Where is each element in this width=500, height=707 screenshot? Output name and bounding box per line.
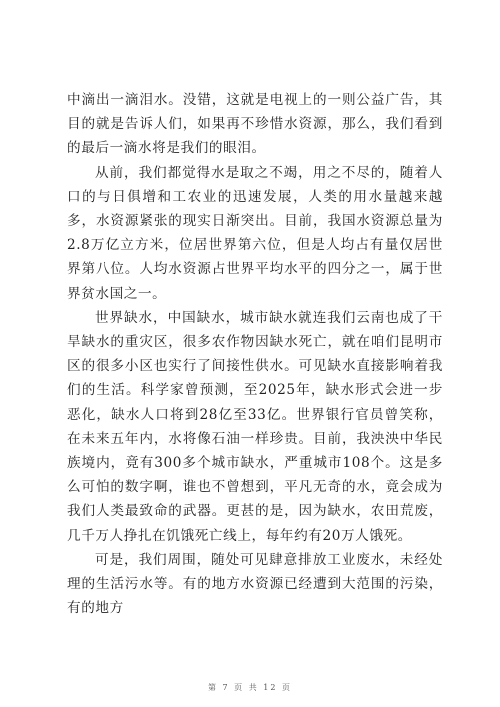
paragraph-2: 从前，我们都觉得水是取之不竭，用之不尽的，随着人口的与日俱增和工农业的迅速发展，人类的用水量越来越多，水资源紧张的现实日渐突出。目前，我国水资源总量为2.8万亿立方米，位居世界第六位，但是人均占有量仅居世界第八位。人均水资源占世界平均水平的四分之一，属于世界贫水国之一。 bbox=[67, 164, 443, 302]
page-number-footer: 第 7 页 共 12 页 bbox=[208, 683, 292, 692]
document-body bbox=[67, 88, 443, 620]
paragraph-1: 中滴出一滴泪水。没错，这就是电视上的一则公益广告，其目的就是告诉人们，如果再不珍惜水资源，那么，我们看到的最后一滴水将是我们的眼泪。 bbox=[67, 92, 443, 157]
paragraph-3: 世界缺水，中国缺水，城市缺水就连我们云南也成了干旱缺水的重灾区，很多农作物因缺水死亡，就在咱们昆明市区的很多小区也实行了间接性供水。可见缺水直接影响着我们的生活。科学家曾预测，至2025年，缺水形式会进一步恶化，缺水人口将到28亿至33亿。世界银行官员曾笑称，在未来五年内，水将像石油一样珍贵。目前，我泱泱中华民族境内，竟有300多个城市缺水，严重城市108个。这是多么可怕的数字啊，谁也不曾想到，平凡无奇的水，竟会成为我们人类最致命的武器。更甚的是，因为缺水，农田荒废，几千万人挣扎在饥饿死亡线上，每年约有20万人饿死。 bbox=[67, 309, 443, 544]
paragraph-4: 可是，我们周围，随处可见肆意排放工业废水，未经处理的生活污水等。有的地方水资源已经遭到大范围的污染，有的地方 bbox=[67, 551, 443, 617]
